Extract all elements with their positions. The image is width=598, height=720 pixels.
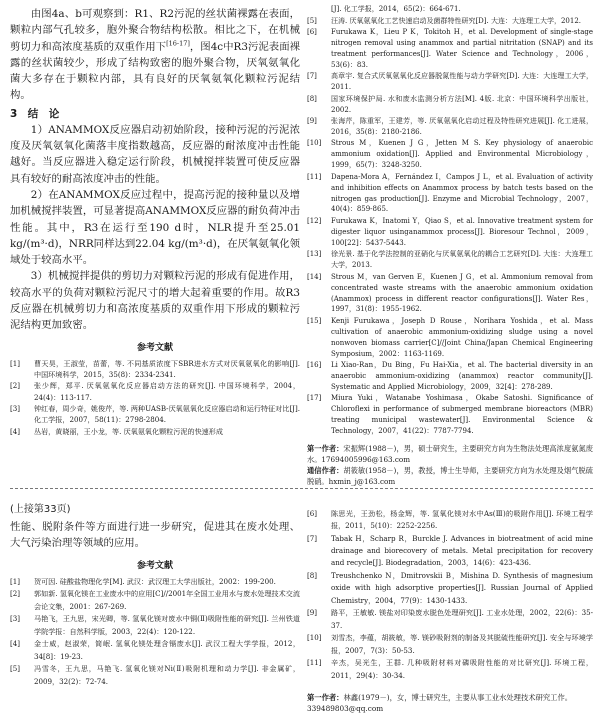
reference-item: [2] 郭如新. 氢氧化镁在工业废水中的应用[C]//2001年全国工业用水与废水处理技术交流会论文集，2001：267-269.: [10, 589, 300, 611]
continued-from-label: (上接第33页): [10, 504, 71, 515]
conclusion-1: 1）ANAMMOX反应器启动初始阶段，接种污泥的污泥浓度及厌氧氨氧化菌落丰度指数越高，反应器的耐浓度冲击性能越好。当反应器进入稳定运行阶段，机械搅拌装置可使反应器具有较好的耐高浓度冲击的性能。: [10, 123, 300, 185]
reference-item: [14] Strous M，van Gerven E，Kuenen J G，et al. Ammonium removal from concentrated waste streams with the anaerobic ammonium oxidation (Anammox) process in different reactor configurations[J]. Water Res，1997，31(8)：1955-1962.: [307, 272, 593, 314]
bottom-right-column: [307, 508, 593, 682]
reference-item: [17] Miura Yuki，Watanabe Yoshimasa，Okabe Satoshi. Significance of Chloroflexi in performance of submerged membrane bioreactors (MBR) treating municipal wastewater[J]. Environmental Science & Technology，2007，41(22)：7787-7794.: [307, 394, 593, 436]
reference-item: [11] 辛杰，吴光生，王群. 几种吸附材料对磷吸附性能的对比研究[J]. 环境工程，2011，29(4)：30-34.: [307, 658, 593, 680]
section-heading-conclusions: 3 结 论: [10, 107, 60, 120]
intro-paragraph: 由图4a、b可观察到：R1、R2污泥的丝状菌裸露在表面，颗粒内部气孔较多，胞外聚合物结构松散。相比之下，在机械剪切力和高浓度基质的双重作用下[16-17]，图4c中R3污泥表面裸露的丝状菌较少，形成了结构致密的胞外聚合物，厌氧氨氧化菌大多存在于颗粒内部，具有良好的厌氧氨氧化颗粒污泥结构。: [10, 8, 300, 102]
article-divider: [10, 488, 593, 489]
reference-item: [3] 马艳飞，王九思，宋光卿，等. 氢氧化镁对废水中铜(Ⅱ)吸附性能的研究[J]. 兰州铁道学院学报：自然科学版，2003，22(4)：120-122.: [10, 614, 300, 636]
reference-item: [4] 金士威，赵淑荣，简岷. 氢氧化镁处理含镉废水[J]. 武汉工程大学学报，2012，34[8]：19-23.: [10, 639, 300, 661]
reference-item: [10] 刘雪杰，李蕴，胡筱敏，等. 镁砂吸附剂的制备及其脱硫性能研究[J]. 安全与环境学报，2007，7(3)：50-53.: [307, 633, 593, 655]
contact-author-text: 胡筱敏(1958－)，男，教授，博士生导师，主要研究方向为水处理及烟气脱硫脱硝。hxmin_j@163.com: [307, 466, 593, 487]
references-title: 参考文献: [136, 342, 173, 353]
reference-item: [9] 路平，王敏敏. 镁盐对印染废水脱色处理研究[J]. 工业水处理，2002，22(6)：35-37.: [307, 608, 593, 630]
bottom-author-info: [307, 692, 593, 714]
reference-item: [10] Strous M，Kuenen J G，Jetten M S. Key physiology of anaerobic ammonium oxidation[J]. Applied and Environmental Microbiology，1999，65(7)：3248-3250.: [307, 139, 593, 170]
reference-item: [6] 陈思光，王劲松，杨金辉，等. 氢氧化镁对水中As(Ⅲ)的吸附作用[J]. 环境工程学报，2011，5(10)：2252-2256.: [307, 509, 593, 531]
reference-item: [1] 贺可因. 硅酸盐物理化学[M]. 武汉：武汉理工大学出版社，2002：199-200.: [10, 576, 276, 586]
top-left-column: [10, 6, 300, 438]
continued-paragraph: 性能、脱附条件等方面进行进一步研究，促进其在废水处理、大气污染治理等领域的应用。: [10, 521, 300, 550]
conclusion-3: 3）机械搅拌提供的剪切力对颗粒污泥的形成有促进作用，较高水平的负荷对颗粒污泥尺寸的增大起着重要的作用。故R3反应器在机械剪切力和高浓度基质的双重作用下形成的颗粒污泥结构更加致密。: [10, 270, 300, 332]
author-info: [307, 443, 593, 487]
author-text: 宋振辉(1988－)，男，硕士研究生，主要研究方向为生物法处理高浓度氨氮废水。17694005996@163.com: [307, 444, 593, 465]
reference-continuation: [J]. 化工学报，2014，65(2)：664-671.: [331, 5, 461, 13]
conclusion-2: 2）在ANAMMOX反应过程中，提高污泥的接种量以及增加机械搅拌装置，可显著提高ANAMMOX反应器的耐负荷冲击性能。其中，R3在运行至190 d时，NLR提升至25.01 kg/(m³·d)，NRR同样达到22.04 kg/(m³·d)，在厌氧氨氧化领域处于较高水平。: [10, 188, 300, 267]
reference-item: [5] 汪涛. 厌氧氨氧化工艺快速启动及菌群特性研究[D]. 大连：大连理工大学，2012.: [307, 16, 582, 25]
reference-item: [11] Dapena-Mora A，Fernández I，Campos J L，et al. Evaluation of activity and inhibition effects on Anammox process by batch tests based on the nitrogen gas production[J]. Enzyme and Microbial Technology，2007，40(4)：859-865.: [307, 172, 593, 214]
author-label: 第一作者：: [307, 693, 344, 702]
reference-list-top-left: [10, 358, 300, 437]
references-title: 参考文献: [136, 560, 173, 571]
reference-item: [8] 国家环境保护局. 水和废水监测分析方法[M]. 4版. 北京：中国环境科学出版社，2002.: [307, 94, 593, 114]
reference-item: [7] 高章宇. 复合式厌氧氨氧化反应器脱氮性能与动力学研究[D]. 大连：大连理工大学，2011.: [307, 72, 593, 92]
reference-item: [9] 张海芹，陈重军，王建芳，等. 厌氧氨氧化启动过程及特性研究进展[J]. 化工进展，2016，35(8)：2180-2186.: [307, 117, 593, 136]
reference-item: [6] Furukawa K，Lieu P K，Tokitoh H，et al. Development of single-stage nitrogen removal using anammox and partial nitritation (SNAP) and its treatment performances[J]. Water Science and Technology，2006，53(6)：83.: [307, 28, 593, 69]
reference-item: [3] 钟红春，周少奇，姚俊芹，等. 两种UASB-厌氧氨氧化反应器启动和运行特征对比[J]. 化工学报，2007，58(11)：2798-2804.: [10, 404, 300, 425]
reference-item: [8] Treushchenko N，Dmitrovskii B，Mishina D. Synthesis of magnesium oxide with high adsorptive properties[J]. Russian Journal of Applied Chemistry，2004，77(9)：1430-1433.: [307, 571, 593, 605]
reference-item: [13] 徐光景. 基于化学法控制的亚硝化与厌氧氨氧化的耦合工艺研究[D]. 大连：大连理工大学，2013.: [307, 250, 593, 270]
top-right-column: [307, 4, 593, 487]
reference-item: [7] Tabak H，Scharp R，Burckle J. Advances in biotreatment of acid mine drainage and biorecovery of metals. Metal precipitation for recovery and recycle[J]. Biodegradation，2003，14(6)：423-436.: [307, 534, 593, 568]
reference-item: [2] 张少辉，郑平. 厌氧氨氧化反应器启动方法的研究[J]. 中国环境科学，2004，24(4)：113-117.: [10, 381, 300, 402]
author-label: 第一作者：: [307, 444, 344, 454]
author-text: 林鑫(1979－)，女，博士研究生，主要从事工业水处理技术研究工作。339489803@qq.com: [307, 693, 573, 713]
reference-item: [15] Kenji Furukawa，Joseph D Rouse，Norihara Yoshida，et al. Mass cultivation of anaerobic ammonium-oxidizing sludge using a novel nonwoven biomass carrier[C]//Joint China/Japan Chemical Engineering Symposium，2002：1163-1169.: [307, 316, 593, 358]
reference-item: [4] 丛岩，黄晓丽，王小龙，等. 厌氧氨氧化颗粒污泥的快速形成: [10, 426, 223, 436]
reference-item: [5] 冯雪冬，王九思，马艳飞. 氢氧化镁对Ni(Ⅱ)吸附机理和动力学[J]. 非金属矿，2009，32(2)：72-74.: [10, 664, 300, 686]
reference-item: [12] Furukawa K，Inatomi Y，Qiao S，et al. Innovative treatment system for digester liquor usinganammox process[J]. Bioresour Technol，2009，100[22]：5437-5443.: [307, 216, 593, 247]
contact-author-label: 通信作者：: [307, 466, 344, 476]
citation-superscript: [16-17]: [166, 39, 190, 48]
bottom-left-column: [10, 500, 300, 688]
reference-item: [16] Li Xiao-Ran，Du Bing，Fu Hai-Xia，et al. The bacterial diversity in an anaerobic ammonium-oxidizing (anammox) reactor community[J]. Systematic and Applied Microbiology，2009，32[4]：278-289.: [307, 361, 593, 391]
reference-item: [1] 曹天昊，王淑莹，苗蕾，等. 不同基质浓度下SBR进水方式对厌氧氨氧化的影响[J]. 中国环境科学，2015，35(8)：2334-2341.: [10, 358, 300, 379]
